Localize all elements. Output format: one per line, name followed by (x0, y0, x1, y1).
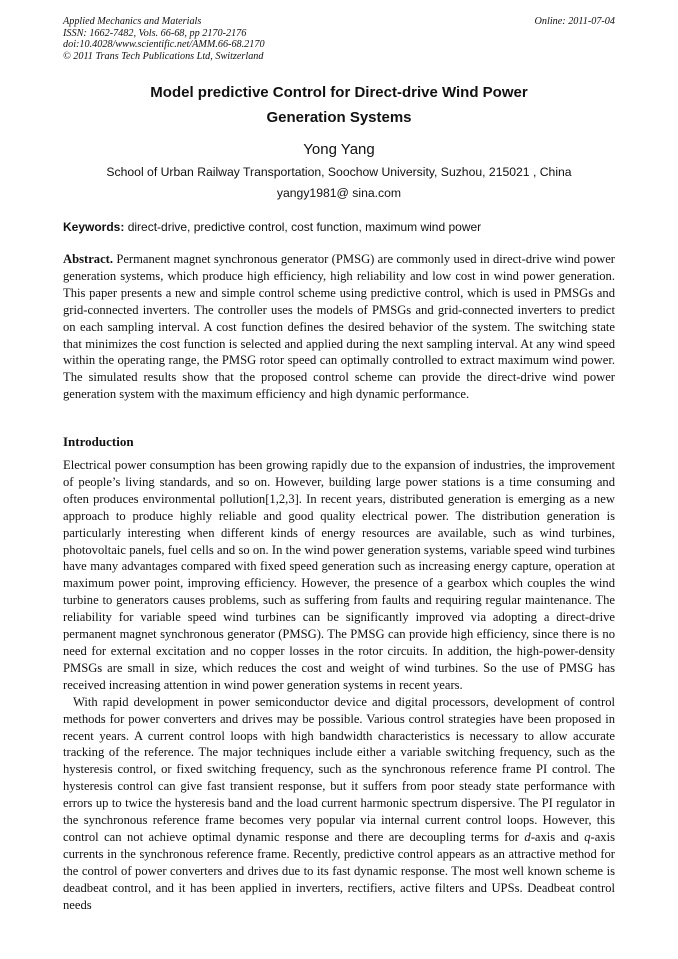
d-axis-symbol: d (524, 829, 531, 844)
author-email: yangy1981@ sina.com (276, 186, 402, 200)
intro-p2-part-c: -axis currents in the synchronous reference frame. Recently, predictive control appears as an attractive method for the control of power converters and drives due to its fast dynamic response. The most well known scheme is deadbeat control, and it has been applied in inverters, rectifiers, active filters and UPSs. Deadbeat control needs (63, 829, 615, 912)
intro-p2-part-b: -axis and (530, 829, 585, 844)
paper-title (63, 80, 615, 130)
doi-line: doi:10.4028/www.scientific.net/AMM.66-68.2170 (63, 39, 265, 50)
abstract-label: Abstract. (63, 252, 114, 266)
keywords-text: direct-drive, predictive control, cost function, maximum wind power (127, 220, 482, 234)
issn-line: ISSN: 1662-7482, Vols. 66-68, pp 2170-2176 (63, 27, 247, 39)
intro-p2-part-a: With rapid development in power semiconductor device and digital processors, development of control methods for power converters and drives may be possible. Various control strategies have been proposed in recent years. A current control loops with high bandwidth characteristics is necessary to allow accurate tracking of the reference. The major techniques include either a variable switching frequency, such as the hysteresis control, or fixed switching frequency, such as the synchronous reference frame PI control. The hysteresis control can give fast transient response, but it suffers from poor steady state performance with errors up to twice the hysteresis band and the load current harmonic spectrum dispersive. The PI regulator in the synchronous reference frame becomes very popular via internal current control loops. However, this control can not achieve optimal dynamic response and there are decoupling terms for (63, 694, 615, 844)
intro-paragraph-1: Electrical power consumption has been growing rapidly due to the expansion of industries, the improvement of people’s living standards, and so on. However, building large power stations is a time consuming and often produces environmental pollution[1,2,3]. In recent years, distributed generation is emerging as a new approach to produce highly reliable and good quality electrical power. The distribution generation is particularly interesting when different kinds of energy resources are available, such as wind turbines, photovoltaic panels, fuel cells and so on. In the wind power generation systems, variable speed wind turbines have many advantages compared with fixed speed generation such as increasing energy capture, operation at maximum power point, improving efficiency. However, the presence of a gearbox which couples the wind turbine to generators causes problems, such as suffering from faults and requiring regular maintenance. The reliability for variable speed wind turbines can be significantly improved via adopting a direct-drive permanent magnet synchronous generator (PMSG). The PMSG can provide high efficiency, since there is no need for external excitation and no copper losses in the rotor circuits. In addition, the high-power-density PMSGs are small in size, which reduces the cost and weight of wind turbines. So the use of PMSG has received increasing attention in wind power generation systems in recent years. (63, 458, 615, 692)
title-line-1: Model predictive Control for Direct-drive Wind Power (150, 84, 528, 101)
abstract (63, 251, 615, 403)
q-axis-symbol: q (584, 829, 591, 844)
copyright-line: © 2011 Trans Tech Publications Ltd, Switzerland (63, 50, 264, 62)
keywords (63, 219, 615, 235)
abstract-text: Permanent magnet synchronous generator (PMSG) are commonly used in direct-drive wind power generation systems, which produce high efficiency, high reliability and low cost in wind power generation. This paper presents a new and simple control scheme using predictive control, which is used in PMSGs and grid-connected inverters. The controller uses the models of PMSGs and grid-connected inverters to predict on each sampling interval. A cost function defines the desired behavior of the system. The switching state that minimizes the cost function is selected and applied during the next sampling interval. At any wind speed within the operating range, the PMSG rotor speed can optimally controlled to extract maximum wind power. The simulated results show that the proposed control scheme can provide the direct-drive wind power generation system with the maximum efficiency and high dynamic performance. (63, 252, 615, 402)
intro-paragraph-2 (63, 694, 615, 914)
introduction-body (63, 457, 615, 913)
journal-header (63, 16, 615, 62)
keywords-label: Keywords: (63, 220, 125, 234)
section-heading-introduction: Introduction (63, 434, 134, 449)
affiliation: School of Urban Railway Transportation, Soochow University, Suzhou, 215021 , China (106, 165, 572, 179)
title-line-2: Generation Systems (266, 109, 412, 126)
journal-name: Applied Mechanics and Materials (63, 16, 202, 27)
author-name: Yong Yang (303, 141, 375, 158)
online-date: Online: 2011-07-04 (534, 16, 615, 27)
